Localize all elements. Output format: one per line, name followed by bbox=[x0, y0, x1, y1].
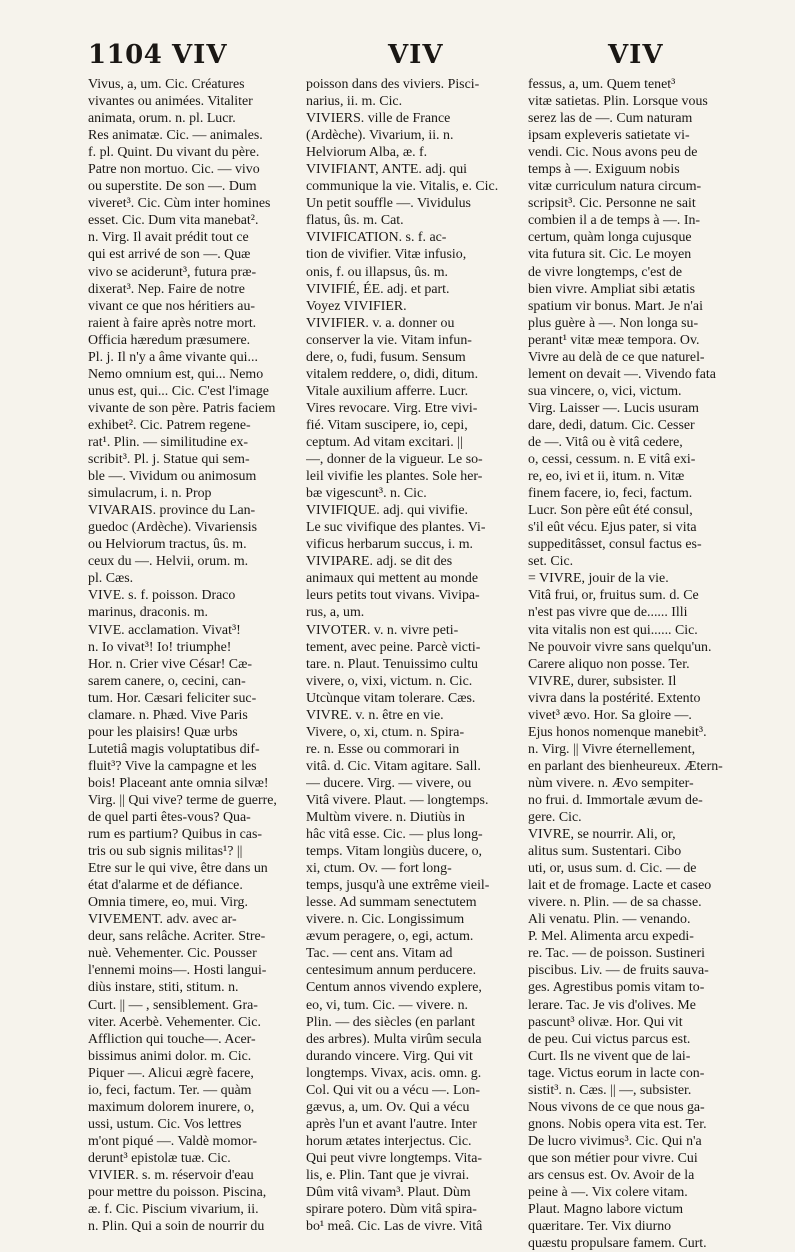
text-line: Vitâ frui, or, fruitus sum. d. Ce bbox=[528, 588, 699, 604]
text-line: VIVARAIS. province du Lan- bbox=[88, 503, 256, 519]
text-line: vitâ. d. Cic. Vitam agitare. Sall. bbox=[306, 758, 481, 774]
text-line: de peu. Cui victus parcus est. bbox=[528, 1031, 691, 1047]
text-line: piscibus. Liv. — de fruits sauva- bbox=[528, 963, 709, 979]
text-line: Tac. — cent ans. Vitam ad bbox=[306, 946, 453, 962]
text-line: l'ennemi moins—. Hosti langui- bbox=[88, 963, 267, 979]
text-line: nùm vivere. n. Ævo sempiter- bbox=[528, 775, 694, 791]
text-line: combien il a de temps à —. In- bbox=[528, 213, 701, 229]
text-line: VIVEMENT. adv. avec ar- bbox=[88, 912, 237, 928]
running-head-right: VIV bbox=[608, 40, 664, 70]
text-line: exhibet². Cic. Patrem regene- bbox=[88, 417, 251, 433]
text-line: état d'alarme et de défiance. bbox=[88, 878, 243, 894]
text-line: ussi, ustum. Cic. Vos lettres bbox=[88, 1116, 242, 1132]
text-line: finem facere, io, feci, factum. bbox=[528, 486, 693, 502]
text-line: animata, orum. n. pl. Lucr. bbox=[88, 111, 236, 127]
text-line: vitæ satietas. Plin. Lorsque vous bbox=[528, 94, 708, 110]
text-line: Qui peut vivre longtemps. Vita- bbox=[306, 1150, 482, 1166]
text-line: vificus herbarum succus, i. m. bbox=[306, 537, 474, 553]
text-line: que son métier pour vivre. Cui bbox=[528, 1150, 698, 1166]
text-line: Vivus, a, um. Cic. Créatures bbox=[88, 77, 245, 92]
column-left bbox=[88, 76, 293, 1235]
text-line: Nous vivons de ce que nous ga- bbox=[528, 1099, 705, 1115]
text-line: (Ardèche). Vivarium, ii. n. bbox=[306, 128, 454, 144]
text-line: leil vivifie les plantes. Sole her- bbox=[306, 469, 483, 485]
text-line: communique la vie. Vitalis, e. Cic. bbox=[306, 179, 499, 195]
text-line: des arbres). Multa virûm secula bbox=[306, 1031, 482, 1047]
text-line: de —. Vitâ ou è vitâ cedere, bbox=[528, 434, 683, 450]
text-line: n. Virg. || Vivre éternellement, bbox=[528, 741, 696, 757]
text-line: Res animatæ. Cic. — animales. bbox=[88, 128, 263, 144]
text-line: dere, o, fudi, fusum. Sensum bbox=[306, 349, 466, 365]
text-line: tion de vivifier. Vitæ infusio, bbox=[306, 247, 467, 263]
text-line: ou Helviorum tractus, ûs. m. bbox=[88, 537, 247, 553]
text-line: fluit³? Vive la campagne et les bbox=[88, 758, 257, 774]
text-line: dare, dedi, datum. Cic. Cesser bbox=[528, 417, 695, 433]
text-line: narius, ii. m. Cic. bbox=[306, 94, 403, 110]
text-line: rum es partium? Quibus in cas- bbox=[88, 827, 262, 843]
text-line: Multùm vivere. n. Diutiùs in bbox=[306, 810, 465, 826]
text-line: VIVIER. s. m. réservoir d'eau bbox=[88, 1168, 254, 1183]
text-line: lis, e. Plin. Tant que je vivrai. bbox=[306, 1168, 470, 1183]
text-line: VIVRE, se nourrir. Ali, or, bbox=[528, 827, 676, 843]
text-line: poisson dans des viviers. Pisci- bbox=[306, 77, 480, 92]
text-line: de quel parti êtes-vous? Qua- bbox=[88, 810, 251, 826]
text-line: viter. Acerbè. Vehementer. Cic. bbox=[88, 1014, 261, 1030]
text-line: Patre non mortuo. Cic. — vivo bbox=[88, 162, 260, 178]
text-line: fié. Vitam suscipere, io, cepi, bbox=[306, 417, 468, 433]
text-line: pascunt³ olivæ. Hor. Qui vit bbox=[528, 1014, 683, 1030]
text-line: Voyez VIVIFIER. bbox=[306, 298, 407, 314]
text-line: bois! Placeant ante omnia silvæ! bbox=[88, 775, 269, 791]
text-line: ceptum. Ad vitam excitari. || bbox=[306, 434, 463, 450]
text-line: tum. Hor. Cæsari feliciter suc- bbox=[88, 690, 257, 706]
text-line: spatium vir bonus. Mart. Je n'ai bbox=[528, 298, 703, 314]
text-line: xi, ctum. Ov. — fort long- bbox=[306, 861, 452, 877]
text-line: Vires revocare. Virg. Etre vivi- bbox=[306, 400, 478, 416]
column-right bbox=[528, 76, 741, 1252]
text-line: vita vitalis non est qui...... Cic. bbox=[528, 622, 698, 638]
text-line: Centum annos vivendo explere, bbox=[306, 980, 482, 996]
text-line: ges. Agrestibus pomis vitam to- bbox=[528, 980, 705, 996]
text-line: rat¹. Plin. — similitudine ex- bbox=[88, 434, 249, 450]
text-line: Ne pouvoir vivre sans quelqu'un. bbox=[528, 639, 712, 655]
text-line: serez las de —. Cum naturam bbox=[528, 111, 693, 127]
text-line: Nemo omnium est, qui... Nemo bbox=[88, 366, 264, 382]
text-line: VIVIFICATION. s. f. ac- bbox=[306, 230, 447, 246]
text-line: lesse. Ad summam senectutem bbox=[306, 895, 477, 911]
text-line: P. Mel. Alimenta arcu expedi- bbox=[528, 929, 694, 945]
text-line: n. Io vivat³! Io! triumphe! bbox=[88, 639, 232, 655]
text-line: temps. Vitam longiùs ducere, o, bbox=[306, 844, 482, 860]
text-line: Omnia timere, eo, mui. Virg. bbox=[88, 895, 248, 911]
text-line: lerare. Tac. Je vis d'olives. Me bbox=[528, 997, 696, 1013]
text-line: scripsit³. Cic. Personne ne sait bbox=[528, 196, 696, 212]
page-header bbox=[88, 40, 728, 74]
text-line: leurs petits tout vivans. Vivipa- bbox=[306, 588, 480, 604]
text-line: Lutetiâ magis voluptatibus dif- bbox=[88, 741, 260, 757]
text-line: uti, or, usus sum. d. Cic. — de bbox=[528, 861, 697, 877]
text-line: Ejus honos nomenque manebit³. bbox=[528, 724, 707, 740]
text-line: VIVE. s. f. poisson. Draco bbox=[88, 588, 236, 604]
text-line: quæritare. Ter. Vix diurno bbox=[528, 1219, 672, 1235]
text-line: VIVIPARE. adj. se dit des bbox=[306, 554, 453, 570]
text-line: vivere. n. Plin. — de sa chasse. bbox=[528, 895, 702, 911]
text-line: — ducere. Virg. — vivere, ou bbox=[306, 775, 472, 791]
text-line: ceux du —. Helvii, orum. m. bbox=[88, 554, 249, 570]
text-line: conserver la vie. Vitam infun- bbox=[306, 332, 472, 348]
text-line: Col. Qui vit ou a vécu —. Lon- bbox=[306, 1082, 480, 1098]
text-line: o, cessi, cessum. n. E vitâ exi- bbox=[528, 452, 696, 468]
text-line: après l'un et avant l'autre. Inter bbox=[306, 1116, 477, 1132]
text-line: deur, sans relâche. Acriter. Stre- bbox=[88, 929, 266, 945]
text-line: rus, a, um. bbox=[306, 605, 365, 621]
text-line: bien vivre. Ampliat sibi ætatis bbox=[528, 281, 696, 297]
text-line: Virg. Laisser —. Lucis usuram bbox=[528, 400, 699, 416]
text-line: vivere, o, vixi, victum. n. Cic. bbox=[306, 673, 473, 689]
text-line: vivant ce que nos héritiers au- bbox=[88, 298, 256, 314]
text-line: peine à —. Vix colere vitam. bbox=[528, 1185, 688, 1201]
text-line: en parlant des bienheureux. Ætern- bbox=[528, 758, 723, 774]
text-line: alitus sum. Sustentari. Cibo bbox=[528, 844, 682, 860]
text-line: vitæ curriculum natura circum- bbox=[528, 179, 702, 195]
text-line: n. Plin. Qui a soin de nourrir du bbox=[88, 1219, 265, 1235]
running-head-left: VIV bbox=[172, 40, 228, 70]
text-line: bissimus animi dolor. m. Cic. bbox=[88, 1048, 252, 1064]
text-line: re. Tac. — de poisson. Sustineri bbox=[528, 946, 706, 962]
text-line: marinus, draconis. m. bbox=[88, 605, 208, 621]
text-line: Affliction qui touche—. Acer- bbox=[88, 1031, 256, 1047]
text-line: n. Virg. Il avait prédit tout ce bbox=[88, 230, 249, 246]
text-line: Carere aliquo non posse. Ter. bbox=[528, 656, 690, 672]
text-line: VIVRE, durer, subsister. Il bbox=[528, 673, 677, 689]
text-line: io, feci, factum. Ter. — quàm bbox=[88, 1082, 252, 1098]
text-line: guedoc (Ardèche). Vivariensis bbox=[88, 520, 258, 536]
text-line: flatus, ûs. m. Cat. bbox=[306, 213, 404, 229]
text-line: ble —. Vividum ou animosum bbox=[88, 469, 257, 485]
text-line: m'ont piqué —. Valdè momor- bbox=[88, 1133, 258, 1149]
text-line: ævum peragere, o, egi, actum. bbox=[306, 929, 474, 945]
text-line: qui est arrivé de son —. Quæ bbox=[88, 247, 251, 263]
text-line: æ. f. Cic. Piscium vivarium, ii. bbox=[88, 1202, 259, 1218]
text-line: suppeditâsset, consul factus es- bbox=[528, 537, 702, 553]
text-line: vivere. n. Cic. Longissimum bbox=[306, 912, 465, 928]
text-line: gævus, a, um. Ov. Qui a vécu bbox=[306, 1099, 470, 1115]
text-line: scribit³. Pl. j. Statue qui sem- bbox=[88, 452, 250, 468]
text-line: vivante de son père. Patris faciem bbox=[88, 400, 276, 416]
text-line: simulacrum, i. n. Prop bbox=[88, 486, 212, 502]
text-line: lait et de fromage. Lacte et caseo bbox=[528, 878, 712, 894]
text-line: VIVE. acclamation. Vivat³! bbox=[88, 622, 241, 638]
text-line: hâc vitâ esse. Cic. — plus long- bbox=[306, 827, 483, 843]
text-line: Helviorum Alba, æ. f. bbox=[306, 145, 428, 161]
text-line: pl. Cæs. bbox=[88, 571, 134, 587]
text-line: clamare. n. Phæd. Vive Paris bbox=[88, 707, 248, 723]
text-line: derunt³ epistolæ tuæ. Cic. bbox=[88, 1150, 231, 1166]
text-line: perant¹ vitæ meæ tempora. Ov. bbox=[528, 332, 700, 348]
text-line: vita futura sit. Cic. Le moyen bbox=[528, 247, 692, 263]
text-line: Vitale auxilium afferre. Lucr. bbox=[306, 383, 469, 399]
text-line: Vivre au delà de ce que naturel- bbox=[528, 349, 705, 365]
text-line: animaux qui mettent au monde bbox=[306, 571, 479, 587]
text-line: gere. Cic. bbox=[528, 810, 582, 826]
text-line: temps à —. Exiguum nobis bbox=[528, 162, 680, 178]
text-line: maximum dolorem inurere, o, bbox=[88, 1099, 255, 1115]
text-line: n'est pas vivre que de...... Illi bbox=[528, 605, 688, 621]
text-line: eo, vi, tum. Cic. — vivere. n. bbox=[306, 997, 469, 1013]
text-line: VIVRE. v. n. être en vie. bbox=[306, 707, 444, 723]
text-line: vivra dans la postérité. Extento bbox=[528, 690, 701, 706]
text-line: De lucro vivimus³. Cic. Qui n'a bbox=[528, 1133, 702, 1149]
text-line: ou superstite. De son —. Dum bbox=[88, 179, 257, 195]
text-line: tris ou sub signis militas¹? || bbox=[88, 844, 243, 860]
text-line: VIVIFIÉ, ÉE. adj. et part. bbox=[306, 281, 450, 297]
text-line: no frui. d. Immortale ævum de- bbox=[528, 792, 703, 808]
text-line: Vivere, o, xi, ctum. n. Spira- bbox=[306, 724, 465, 740]
text-line: f. pl. Quint. Du vivant du père. bbox=[88, 145, 260, 161]
text-line: dixerat³. Nep. Faire de notre bbox=[88, 281, 245, 297]
text-line: VIVOTER. v. n. vivre peti- bbox=[306, 622, 459, 638]
text-line: Virg. || Qui vive? terme de guerre, bbox=[88, 792, 277, 808]
text-line: bo¹ meâ. Cic. Las de vivre. Vitâ bbox=[306, 1219, 483, 1235]
text-line: ipsam expleveris satietate vi- bbox=[528, 128, 690, 144]
text-line: Un petit souffle —. Vividulus bbox=[306, 196, 471, 212]
text-line: re, eo, ivi et ii, itum. n. Vitæ bbox=[528, 469, 685, 485]
text-line: tage. Victus eorum in lacte con- bbox=[528, 1065, 705, 1081]
text-line: onis, f. ou illapsus, ûs. m. bbox=[306, 264, 448, 280]
text-line: vivantes ou animées. Vitaliter bbox=[88, 94, 253, 110]
text-line: spirare potero. Dùm vitâ spira- bbox=[306, 1202, 477, 1218]
text-line: re. n. Esse ou commorari in bbox=[306, 741, 460, 757]
text-line: VIVIFIQUE. adj. qui vivifie. bbox=[306, 503, 469, 519]
text-line: tement, avec peine. Parcè victi- bbox=[306, 639, 481, 655]
running-head-center: VIV bbox=[388, 40, 444, 70]
text-line: gnons. Nobis opera vita est. Ter. bbox=[528, 1116, 707, 1132]
text-line: set. Cic. bbox=[528, 554, 574, 570]
text-line: esset. Cic. Dum vita manebat². bbox=[88, 213, 259, 229]
text-line: Vitâ vivere. Plaut. — longtemps. bbox=[306, 792, 489, 808]
text-line: Lucr. Son père eût été consul, bbox=[528, 503, 693, 519]
text-line: quæstu propulsare famem. Curt. bbox=[528, 1236, 707, 1252]
text-line: unus est, qui... Cic. C'est l'image bbox=[88, 383, 269, 399]
text-line: ars census est. Ov. Avoir de la bbox=[528, 1168, 695, 1183]
text-line: certum, quàm longa cujusque bbox=[528, 230, 692, 246]
text-line: de vivre longtemps, c'est de bbox=[528, 264, 683, 280]
text-line: VIVIFIANT, ANTE. adj. qui bbox=[306, 162, 468, 178]
text-line: Dûm vitâ vivam³. Plaut. Dùm bbox=[306, 1185, 471, 1201]
text-line: plus guère à —. Non longa su- bbox=[528, 315, 699, 331]
text-line: vivo se aciderunt³, futura præ- bbox=[88, 264, 257, 280]
text-line: viveret³. Cic. Cùm inter homines bbox=[88, 196, 271, 212]
text-line: raient à faire après notre mort. bbox=[88, 315, 257, 331]
text-line: Curt. || — , sensiblement. Gra- bbox=[88, 997, 258, 1013]
text-line: Plaut. Magno labore victum bbox=[528, 1202, 684, 1218]
text-line: Piquer —. Alicui ægrè facere, bbox=[88, 1065, 254, 1081]
text-line: diùs instare, stiti, stitum. n. bbox=[88, 980, 239, 996]
text-line: vitalem reddere, o, didi, ditum. bbox=[306, 366, 479, 382]
text-line: Le suc vivifique des plantes. Vi- bbox=[306, 520, 486, 536]
text-line: Utcùnque vitam tolerare. Cæs. bbox=[306, 690, 476, 706]
text-line: Etre sur le qui vive, être dans un bbox=[88, 861, 268, 877]
text-line: sarem canere, o, cecini, can- bbox=[88, 673, 246, 689]
text-line: lement on devait —. Vivendo fata bbox=[528, 366, 716, 382]
text-line: sua vincere, o, vici, victum. bbox=[528, 383, 682, 399]
text-line: tare. n. Plaut. Tenuissimo cultu bbox=[306, 656, 478, 672]
text-line: Ali venatu. Plin. — venando. bbox=[528, 912, 691, 928]
text-line: vivet³ ævo. Hor. Sa gloire —. bbox=[528, 707, 692, 723]
text-line: pour mettre du poisson. Piscina, bbox=[88, 1185, 267, 1201]
text-line: VIVIFIER. v. a. donner ou bbox=[306, 315, 455, 331]
text-line: pour les plaisirs! Quæ urbs bbox=[88, 724, 238, 740]
text-line: Pl. j. Il n'y a âme vivante qui... bbox=[88, 349, 258, 365]
text-line: durando vincere. Virg. Qui vit bbox=[306, 1048, 473, 1064]
page-number: 1104 bbox=[88, 40, 163, 70]
text-line: longtemps. Vivax, acis. omn. g. bbox=[306, 1065, 482, 1081]
text-line: s'il eût vécu. Ejus pater, si vita bbox=[528, 520, 697, 536]
text-line: —, donner de la vigueur. Le so- bbox=[306, 452, 483, 468]
text-line: VIVIERS. ville de France bbox=[306, 111, 451, 127]
text-line: sistit³. n. Cæs. || —, subsister. bbox=[528, 1082, 692, 1098]
text-line: fessus, a, um. Quem tenet³ bbox=[528, 77, 676, 92]
text-line: vendi. Cic. Nous avons peu de bbox=[528, 145, 698, 161]
text-line: bæ vigescunt³. n. Cic. bbox=[306, 486, 427, 502]
text-line: Officia hæredum præsumere. bbox=[88, 332, 251, 348]
text-line: nuè. Vehementer. Cic. Pousser bbox=[88, 946, 257, 962]
text-line: temps, jusqu'à une extrême vieil- bbox=[306, 878, 490, 894]
text-line: = VIVRE, jouir de la vie. bbox=[528, 571, 669, 587]
text-line: Curt. Ils ne vivent que de lai- bbox=[528, 1048, 691, 1064]
text-line: horum ætates interjectus. Cic. bbox=[306, 1133, 472, 1149]
text-line: Plin. — des siècles (en parlant bbox=[306, 1014, 475, 1030]
text-line: centesimum annum perducere. bbox=[306, 963, 477, 979]
text-line: Hor. n. Crier vive César! Cæ- bbox=[88, 656, 252, 672]
column-middle bbox=[306, 76, 516, 1235]
